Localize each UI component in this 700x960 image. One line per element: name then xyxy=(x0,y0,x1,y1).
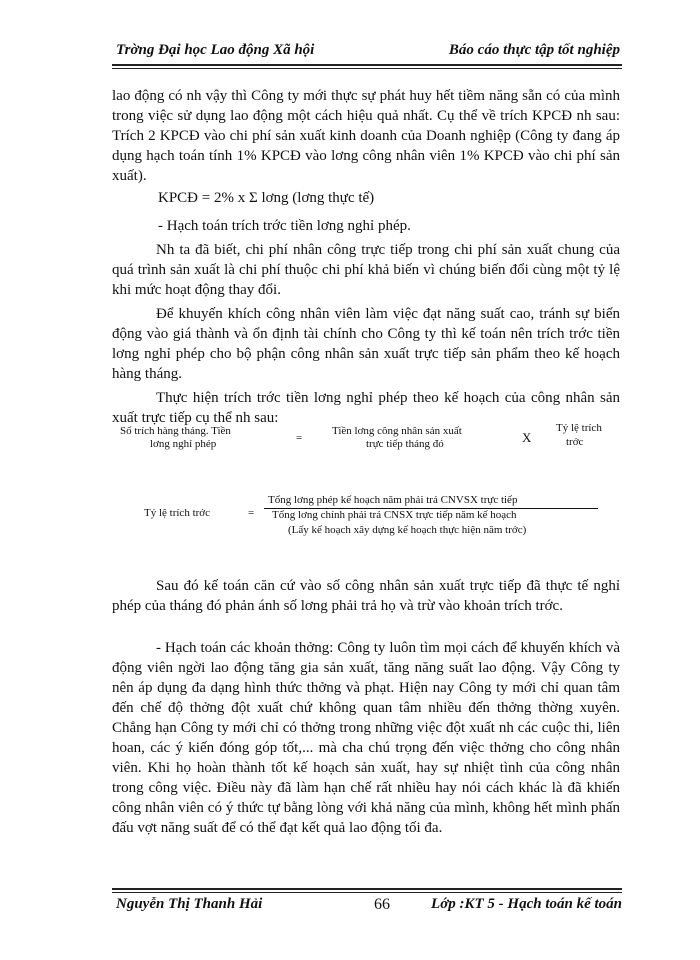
formula2-rhs-line1: Tỷ lệ trích xyxy=(556,422,602,434)
page-footer xyxy=(112,896,622,918)
header-report-title: Báo cáo thực tập tốt nghiệp xyxy=(448,42,620,58)
bullet-vacation-pay: - Hạch toán trích trớc tiền lơng nghỉ phép. xyxy=(158,218,411,234)
formula2-mid-line2: trực tiếp tháng đó xyxy=(366,438,444,450)
paragraph-implement: Thực hiện trích trớc tiền lơng nghỉ phép theo kế hoạch của công nhân sản xuất trực tiếp cụ thể nh sau: xyxy=(112,390,620,426)
footer-rule xyxy=(112,888,622,890)
header-rule xyxy=(112,64,622,66)
formula3-lhs: Tỷ lệ trích trớc xyxy=(144,507,210,519)
formula2-equals: = xyxy=(296,432,303,444)
footer-rule-thin xyxy=(112,892,622,893)
header-rule-thin xyxy=(112,68,622,69)
paragraph-encourage: Để khuyến khích công nhân viên làm việc đạt năng suất cao, tránh sự biến động vào giá thành và ổn định tài chính cho Công ty thì kế toán nên trích trớc tiền lơng nghỉ phép cho bộ phận công nhân sản xuất trực tiếp sản phẩm theo kế hoạch hàng tháng. xyxy=(112,306,620,382)
formula3-note: (Lấy kế hoạch xây dựng kế hoạch thực hiện năm trớc) xyxy=(288,524,527,536)
formula2-lhs-line2: lơng nghỉ phép xyxy=(150,438,217,450)
formula3-equals: = xyxy=(248,507,255,519)
formula3-denominator: Tổng lơng chính phải trả CNSX trực tiếp năm kế hoạch xyxy=(272,509,517,521)
formula3-numerator: Tổng lơng phép kế hoạch năm phải trả CNVSX trực tiếp xyxy=(268,494,518,506)
formula2-times: X xyxy=(522,430,532,445)
footer-author: Nguyễn Thị Thanh Hải xyxy=(116,896,263,912)
formula2-rhs-line2: trớc xyxy=(566,436,584,448)
formula-kpcd: KPCĐ = 2% x Σ lơng (lơng thực tế) xyxy=(158,190,375,206)
page-number: 66 xyxy=(374,896,390,913)
paragraph-after: Sau đó kế toán căn cứ vào số công nhân sản xuất trực tiếp đã thực tế nghỉ phép của tháng đó phản ánh số lơng phải trả họ và trừ vào khoản trích trớc. xyxy=(112,578,620,614)
paragraph-kpcd: lao động có nh vậy thì Công ty mới thực sự phát huy hết tiềm năng sẵn có của mình trong việc sử dụng lao động một cách hiệu quả nhất. Cụ thể về trích KPCĐ nh sau: Trích 2 KPCĐ vào chi phí sản xuất kinh doanh của Doanh nghiệp (Công ty đang áp dụng hạch toán tính 1% KPCĐ vào lơng công nhân viên 1% KPCĐ vào chi phí sản xuất). xyxy=(112,88,620,184)
header-school: Trờng Đại học Lao động Xã hội xyxy=(116,42,315,58)
footer-class: Lớp :KT 5 - Hạch toán kế toán xyxy=(431,896,622,912)
paragraph-bonus: - Hạch toán các khoản thởng: Công ty luôn tìm mọi cách để khuyến khích và động viên ngời lao động tăng gia sản xuất, tăng năng suất lao động. Vậy Công ty nên áp dụng đa dạng hình thức thởng và phạt. Hiện nay Công ty mới chỉ quan tâm đến chế độ thởng đột xuất chứ không quan tâm nhiều đến thởng thờng xuyên. Chẳng hạn Công ty mới chỉ có thởng trong những việc đột xuất nh các cuộc thi, liên hoan, các ý kiến đóng góp tốt,... mà cha chú trọng đến việc thởng cho công nhân viên. Khi họ hoàn thành tốt kế hoạch sản xuất, hay sự nhiệt tình của công nhân trong công việc. Điều này đã làm hạn chế rất nhiều hay nói cách khác là đã khiến công nhân viên có ý thức tự bằng lòng với khả năng của mình, không hết mình phấn đấu vợt năng suất để có thể đạt kết quả lao động tối đa. xyxy=(112,640,620,836)
formula2-mid-line1: Tiền lơng công nhân sản xuất xyxy=(332,425,462,437)
formula2-lhs-line1: Số trích hàng tháng. Tiền xyxy=(120,425,231,437)
page-header xyxy=(112,40,620,62)
paragraph-labor-cost: Nh ta đã biết, chi phí nhân công trực tiếp trong chi phí sản xuất chung của quá trình sản xuất là chi phí thuộc chi phí khả biến vì chúng biến đổi cùng một tỷ lệ khi mức hoạt động thay đổi. xyxy=(112,242,620,298)
